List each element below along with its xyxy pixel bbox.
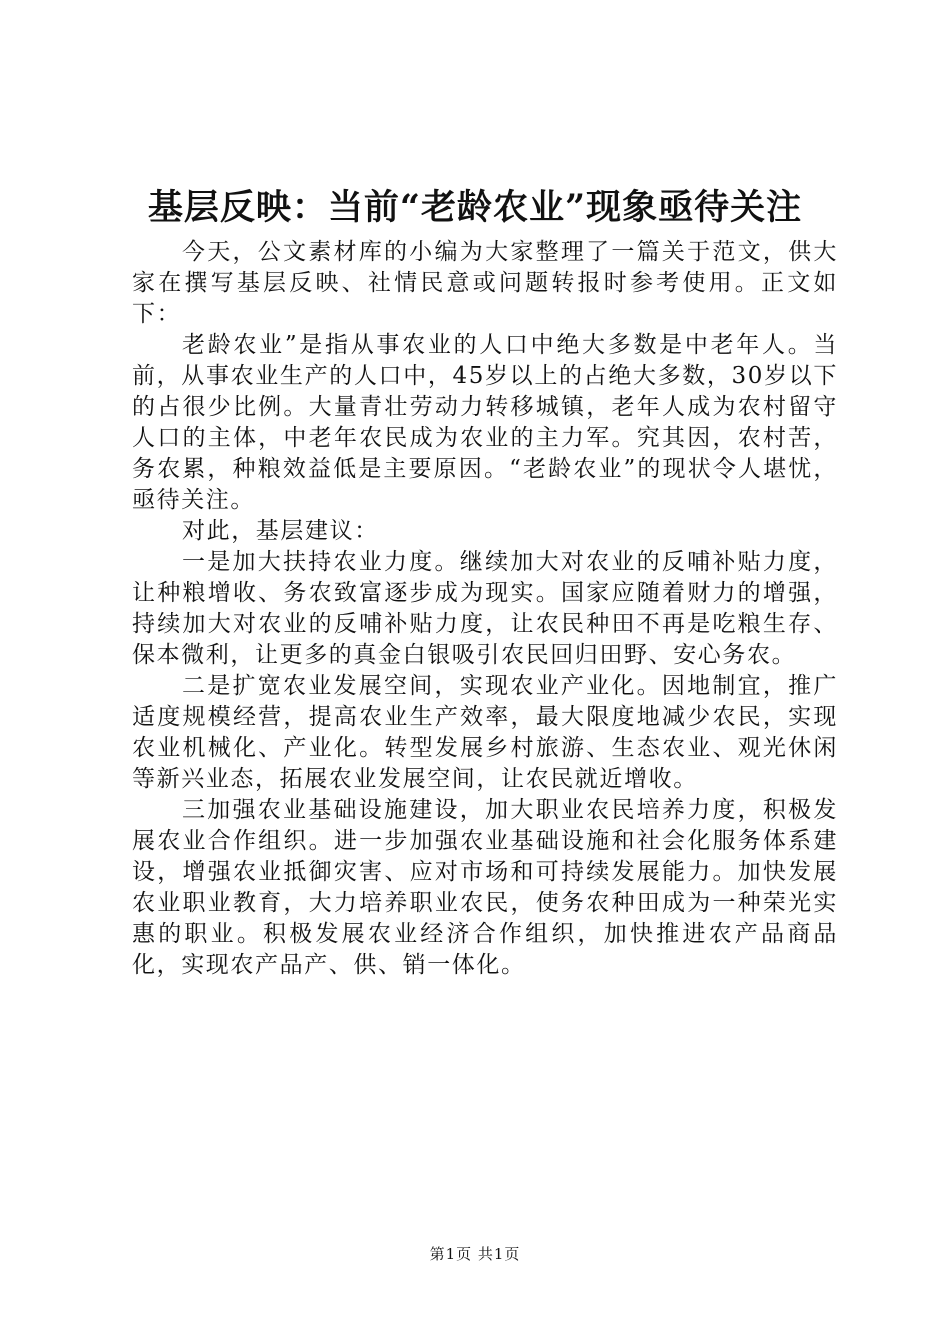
suggestion-two-paragraph: 二是扩宽农业发展空间，实现农业产业化。因地制宜，推广适度规模经营，提高农业生产效率，最大限度地减少农民，实现农业机械化、产业化。转型发展乡村旅游、生态农业、观光休闲等新兴业态，拓展农业发展空间，让农民就近增收。 (132, 673, 838, 792)
intro-paragraph: 今天，公文素材库的小编为大家整理了一篇关于范文，供大家在撰写基层反映、社情民意或问题转报时参考使用。正文如下： (132, 239, 838, 327)
page-number-footer: 第1页 共1页 (429, 1245, 521, 1263)
document-title: 基层反映：当前“老龄农业”现象亟待关注 (147, 187, 803, 228)
document-body (132, 237, 838, 981)
suggestion-one-paragraph: 一是加大扶持农业力度。继续加大对农业的反哺补贴力度，让种粮增收、务农致富逐步成为现实。国家应随着财力的增强，持续加大对农业的反哺补贴力度，让农民种田不再是吃粮生存、保本微利，让更多的真金白银吸引农民回归田野、安心务农。 (132, 549, 838, 668)
suggestion-intro-paragraph: 对此，基层建议： (182, 518, 379, 544)
suggestion-three-paragraph: 三加强农业基础设施建设，加大职业农民培养力度，积极发展农业合作组织。进一步加强农业基础设施和社会化服务体系建设，增强农业抵御灾害、应对市场和可持续发展能力。加快发展农业职业教育，大力培养职业农民，使务农种田成为一种荣光实惠的职业。积极发展农业经济合作组织，加快推进农产品商品化，实现农产品产、供、销一体化。 (132, 797, 838, 978)
definition-paragraph: 老龄农业”是指从事农业的人口中绝大多数是中老年人。当前，从事农业生产的人口中，45岁以上的占绝大多数，30岁以下的占很少比例。大量青壮劳动力转移城镇，老年人成为农村留守人口的主体，中老年农民成为农业的主力军。究其因，农村苦，务农累，种粮效益低是主要原因。“老龄农业”的现状令人堪忧，亟待关注。 (132, 332, 838, 513)
